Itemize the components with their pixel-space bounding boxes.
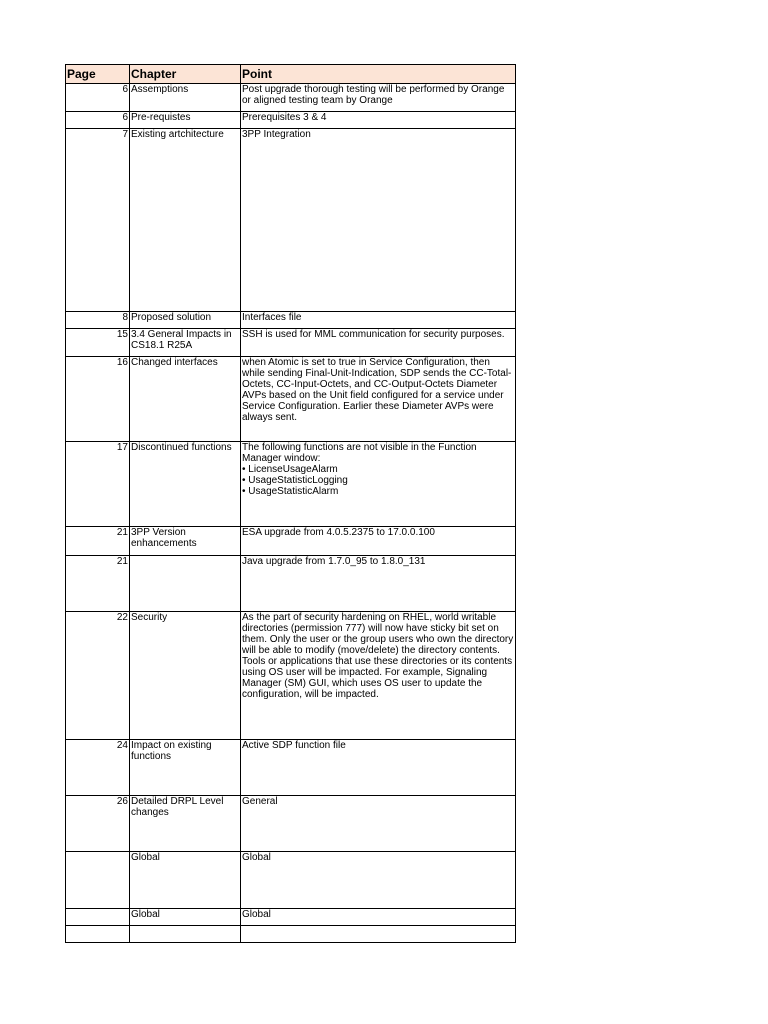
page-cell: 6 [66,84,130,112]
page-cell: 21 [66,556,130,612]
chapter-cell: 3.4 General Impacts in CS18.1 R25A [130,329,241,357]
point-cell [241,926,516,943]
chapter-cell: Existing artchitecture [130,129,241,312]
table-row [66,442,516,527]
point-cell: ESA upgrade from 4.0.5.2375 to 17.0.0.100 [241,527,516,556]
point-cell: Post upgrade thorough testing will be performed by Orange or aligned testing team by Orange [241,84,516,112]
page-cell: 17 [66,442,130,527]
header-point: Point [241,65,516,84]
chapter-cell: 3PP Version enhancements [130,527,241,556]
point-cell: Active SDP function file [241,740,516,796]
table-row [66,84,516,112]
page-cell: 21 [66,527,130,556]
page-cell: 24 [66,740,130,796]
page-cell: 26 [66,796,130,852]
table-row [66,556,516,612]
table-row [66,129,516,312]
bullet-item: • LicenseUsageAlarm [242,464,338,475]
chapter-cell: Proposed solution [130,312,241,329]
point-cell: Prerequisites 3 & 4 [241,112,516,129]
chapter-cell: Pre-requistes [130,112,241,129]
point-cell: SSH is used for MML communication for security purposes. [241,329,516,357]
chapter-cell: Assemptions [130,84,241,112]
point-cell: when Atomic is set to true in Service Configuration, then while sending Final-Unit-Indication, SDP sends the CC-Total-Octets, CC-Input-Octets, and CC-Output-Octets Diameter AVPs based on the Unit field configured for a service under Service Configuration. Earlier these Diameter AVPs were always sent. [241,357,516,442]
point-cell: As the part of security hardening on RHEL, world writable directories (permission 777) will now have sticky bit set on them. Only the user or the group users who own the directory will be able to modify (move/delete) the directory contents. Tools or applications that use these directories or its contents using OS user will be impacted. For example, Signaling Manager (SM) GUI, which uses OS user to update the configuration, will be impacted. [241,612,516,740]
table-row [66,312,516,329]
table-row [66,740,516,796]
point-cell [241,442,516,527]
page-cell [66,926,130,943]
page-cell: 7 [66,129,130,312]
bullet-item: • UsageStatisticLogging [242,475,348,486]
page-cell: 22 [66,612,130,740]
chapter-cell: Changed interfaces [130,357,241,442]
point-cell: Global [241,852,516,909]
table-row [66,852,516,909]
review-table [65,64,516,943]
table-row [66,112,516,129]
chapter-cell: Security [130,612,241,740]
chapter-cell [130,556,241,612]
chapter-cell: Global [130,852,241,909]
page-cell: 8 [66,312,130,329]
page-cell: 6 [66,112,130,129]
chapter-cell: Detailed DRPL Level changes [130,796,241,852]
page-cell [66,852,130,909]
page-cell: 16 [66,357,130,442]
header-row [66,65,516,84]
page-cell: 15 [66,329,130,357]
point-cell: Java upgrade from 1.7.0_95 to 1.8.0_131 [241,556,516,612]
bullet-item: • UsageStatisticAlarm [242,486,339,497]
point-text: The following functions are not visible in the Function Manager window: [242,442,477,464]
header-page: Page [66,65,130,84]
point-cell: Interfaces file [241,312,516,329]
chapter-cell: Global [130,909,241,926]
point-cell: General [241,796,516,852]
point-cell: 3PP Integration [241,129,516,312]
chapter-cell: Impact on existing functions [130,740,241,796]
table-row [66,329,516,357]
table-row [66,612,516,740]
chapter-cell: Discontinued functions [130,442,241,527]
header-chapter: Chapter [130,65,241,84]
table-row [66,796,516,852]
chapter-cell [130,926,241,943]
table-row [66,909,516,926]
table-row [66,527,516,556]
point-cell: Global [241,909,516,926]
page-cell [66,909,130,926]
table-row [66,926,516,943]
table-row [66,357,516,442]
